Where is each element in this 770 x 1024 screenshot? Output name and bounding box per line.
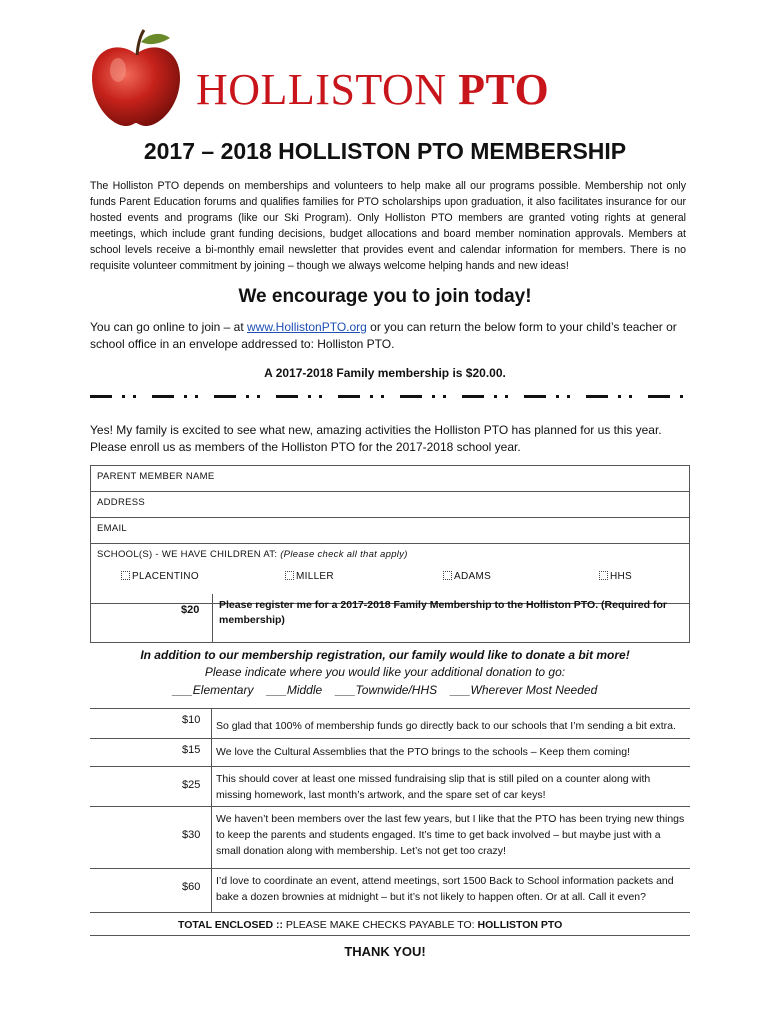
cut-line-dot: [680, 395, 683, 398]
online-join-paragraph: You can go online to join – at www.HollistonPTO.org or you can return the below form to your child’s teacher or school office in an envelope addressed to: Holliston PTO.: [90, 320, 677, 351]
thank-you: THANK YOU!: [344, 944, 426, 959]
option-most-needed[interactable]: ___Wherever Most Needed: [450, 683, 598, 697]
cut-line-divider: [88, 392, 694, 402]
checkbox-icon[interactable]: [443, 571, 452, 580]
membership-amount: $20: [171, 594, 213, 642]
school-option-placentino[interactable]: PLACENTINO: [121, 571, 199, 582]
donation-description: We love the Cultural Assemblies that the PTO brings to the schools – Keep them coming!: [216, 746, 630, 758]
cut-line-dot: [246, 395, 249, 398]
cut-line-dash: [338, 395, 360, 398]
total-enclosed-row[interactable]: [90, 912, 690, 936]
checkbox-icon[interactable]: [121, 571, 130, 580]
donation-amount: $25: [176, 767, 212, 806]
membership-form: [90, 465, 690, 643]
school-option-hhs[interactable]: HHS: [599, 571, 632, 582]
cut-line-dash: [152, 395, 174, 398]
cut-line-dot: [432, 395, 435, 398]
donation-amount: $30: [176, 807, 212, 868]
cut-line-dash: [462, 395, 484, 398]
parent-name-field[interactable]: PARENT MEMBER NAME: [91, 466, 689, 492]
donation-row[interactable]: [90, 868, 690, 912]
option-middle[interactable]: ___Middle: [266, 683, 323, 697]
address-field[interactable]: ADDRESS: [91, 492, 689, 518]
donation-amount: $60: [176, 869, 212, 912]
donation-destination-options: [0, 683, 770, 697]
cut-line-dash: [276, 395, 298, 398]
header: [0, 0, 770, 130]
cut-line-dash: [214, 395, 236, 398]
checkbox-icon[interactable]: [285, 571, 294, 580]
enroll-paragraph: Yes! My family is excited to see what new, amazing activities the Holliston PTO has planned for us this year. Please enroll us as members of the Holliston PTO for the 2017-2018 school year.: [90, 423, 662, 454]
membership-registration-text: Please register me for a 2017-2018 Family Membership to the Holliston PTO. (Required for membership): [219, 599, 667, 626]
cut-line-dot: [556, 395, 559, 398]
option-townwide-hhs[interactable]: ___Townwide/HHS: [335, 683, 438, 697]
membership-fee-row: [91, 594, 689, 642]
school-option-miller[interactable]: MILLER: [285, 571, 334, 582]
donation-amount: $10: [176, 709, 212, 738]
cut-line-dot: [308, 395, 311, 398]
option-elementary[interactable]: ___Elementary: [172, 683, 254, 697]
schools-label: SCHOOL(S) - WE HAVE CHILDREN AT:: [97, 549, 281, 560]
page-title: 2017 – 2018 HOLLISTON PTO MEMBERSHIP: [143, 138, 627, 164]
cut-line-dot: [567, 395, 570, 398]
cut-line-dot: [319, 395, 322, 398]
donation-description: I’d love to coordinate an event, attend meetings, sort 1500 Back to School information packets and bake a dozen brownies at midnight – but it’s not likely to happen often. Or at all. Call it even?: [216, 875, 674, 903]
cut-line-dot: [122, 395, 125, 398]
cut-line-dash: [90, 395, 112, 398]
donate-subheading: Please indicate where you would like your additional donation to go:: [204, 665, 566, 679]
cut-line-dash: [400, 395, 422, 398]
cut-line-dot: [381, 395, 384, 398]
cut-line-dash: [586, 395, 608, 398]
donation-description: So glad that 100% of membership funds go directly back to our schools that I’m sending a bit extra.: [216, 720, 676, 732]
donation-amount: $15: [176, 739, 212, 766]
schools-hint: (Please check all that apply): [280, 549, 408, 560]
cut-line-dot: [618, 395, 621, 398]
cut-line-dot: [505, 395, 508, 398]
donation-description: This should cover at least one missed fundraising slip that is still piled on a counter along with missing homework, last month’s artwork, and the spare set of car keys!: [216, 773, 651, 801]
donate-heading: In addition to our membership registration, our family would like to donate a bit more!: [140, 648, 630, 662]
cut-line-dot: [257, 395, 260, 398]
email-field[interactable]: EMAIL: [91, 518, 689, 544]
membership-fee: A 2017-2018 Family membership is $20.00.: [264, 366, 506, 380]
brand-wordmark: HOLLISTON PTO: [196, 65, 550, 114]
encourage-heading: We encourage you to join today!: [238, 286, 532, 307]
cut-line-dot: [629, 395, 632, 398]
donation-row[interactable]: [90, 766, 690, 806]
intro-paragraph: The Holliston PTO depends on memberships and volunteers to help make all our programs possible. Membership not only funds Parent Education forums and qualifies families for PTO scholarships upon graduation, it also facilitates insurance for our hosted events and programs (like our Ski Program). Only Holliston PTO members are granted voting rights at general meetings, which include grant funding decisions, budget allocations and board member nomination approvals. Members at school levels receive a bi-monthly email newsletter that provides event and calendar information for members. There is no requisite volunteer commitment by joining – though we always welcome helping hands and new ideas!: [90, 180, 686, 272]
schools-options: [91, 571, 689, 587]
cut-line-dot: [370, 395, 373, 398]
apple-logo-icon: [88, 26, 184, 130]
total-enclosed-text: TOTAL ENCLOSED :: PLEASE MAKE CHECKS PAYABLE TO: HOLLISTON PTO: [178, 919, 563, 931]
cut-line-dot: [184, 395, 187, 398]
donation-table: [90, 708, 690, 936]
donation-description: We haven’t been members over the last few years, but I like that the PTO has been trying new things to keep the parents and students engaged. It’s time to get back involved – but maybe just with a small donation along with membership. Let’s not get too crazy!: [216, 813, 685, 857]
cut-line-dash: [524, 395, 546, 398]
cut-line-dash: [648, 395, 670, 398]
donation-row[interactable]: [90, 708, 690, 738]
cut-line-dot: [494, 395, 497, 398]
donation-row[interactable]: [90, 806, 690, 868]
checkbox-icon[interactable]: [599, 571, 608, 580]
website-link[interactable]: www.HollistonPTO.org: [247, 320, 367, 334]
cut-line-dot: [443, 395, 446, 398]
cut-line-dot: [133, 395, 136, 398]
donation-row[interactable]: [90, 738, 690, 766]
cut-line-dot: [195, 395, 198, 398]
school-option-adams[interactable]: ADAMS: [443, 571, 491, 582]
